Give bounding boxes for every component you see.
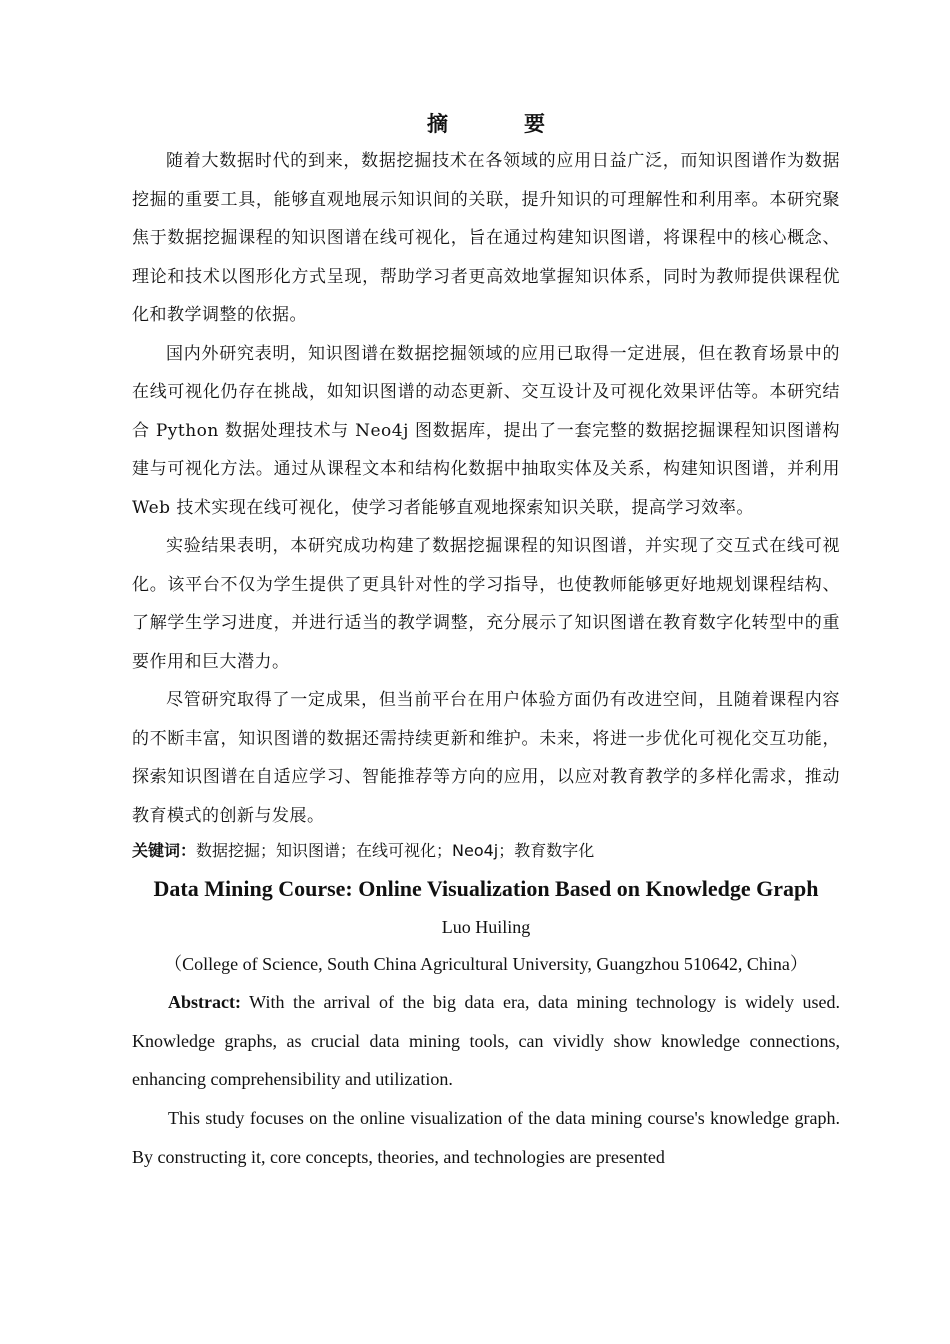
abstract-page — [132, 106, 840, 1177]
en-abstract-paragraph-2: This study focuses on the online visualization of the data mining course's knowledge graph. By constructing it, core concepts, theories, and technologies are presented — [132, 1108, 840, 1167]
cn-title-char-1: 摘 — [427, 112, 448, 136]
en-affiliation: （College of Science, South China Agricultural University, Guangzhou 510642, China） — [164, 954, 808, 974]
en-paper-title: Data Mining Course: Online Visualization Based on Knowledge Graph — [153, 876, 819, 901]
en-abstract-label: Abstract: — [168, 992, 241, 1012]
cn-keywords-label: 关键词： — [132, 841, 197, 860]
cn-keywords-list: 数据挖掘；知识图谱；在线可视化；Neo4j；教育数字化 — [196, 841, 595, 860]
cn-abstract-paragraph-3: 实验结果表明，本研究成功构建了数据挖掘课程的知识图谱，并实现了交互式在线可视化。该平台不仅为学生提供了更具针对性的学习指导，也使教师能够更好地规划课程结构、了解学生学习进度，并进行适当的教学调整，充分展示了知识图谱在教育数字化转型中的重要作用和巨大潜力。 — [132, 536, 840, 672]
cn-abstract-paragraph-1: 随着大数据时代的到来，数据挖掘技术在各领域的应用日益广泛，而知识图谱作为数据挖掘的重要工具，能够直观地展示知识间的关联，提升知识的可理解性和利用率。本研究聚焦于数据挖掘课程的知识图谱在线可视化，旨在通过构建知识图谱，将课程中的核心概念、理论和技术以图形化方式呈现，帮助学习者更高效地掌握知识体系，同时为教师提供课程优化和教学调整的依据。 — [132, 151, 840, 325]
cn-title-char-2: 要 — [524, 112, 545, 136]
cn-abstract-paragraph-4: 尽管研究取得了一定成果，但当前平台在用户体验方面仍有改进空间，且随着课程内容的不断丰富，知识图谱的数据还需持续更新和维护。未来，将进一步优化可视化交互功能，探索知识图谱在自适应学习、智能推荐等方向的应用，以应对教育教学的多样化需求，推动教育模式的创新与发展。 — [132, 690, 840, 826]
cn-abstract-title — [132, 106, 840, 142]
en-author: Luo Huiling — [441, 917, 531, 937]
en-abstract-text-1: With the arrival of the big data era, data mining technology is widely used. Knowledge graphs, as crucial data mining tools, can vividly show knowledge connections, enhancing comprehensibility and utilization. — [132, 992, 840, 1090]
en-abstract-paragraph-1 — [132, 983, 840, 1099]
cn-abstract-paragraph-2: 国内外研究表明，知识图谱在数据挖掘领域的应用已取得一定进展，但在教育场景中的在线可视化仍存在挑战，如知识图谱的动态更新、交互设计及可视化效果评估等。本研究结合 Python 数据处理技术与 Neo4j 图数据库，提出了一套完整的数据挖掘课程知识图谱构建与可视化方法。通过从课程文本和结构化数据中抽取实体及关系，构建知识图谱，并利用 Web 技术实现在线可视化，使学习者能够直观地探索知识关联，提高学习效率。 — [132, 343, 840, 518]
cn-keywords — [132, 835, 840, 867]
